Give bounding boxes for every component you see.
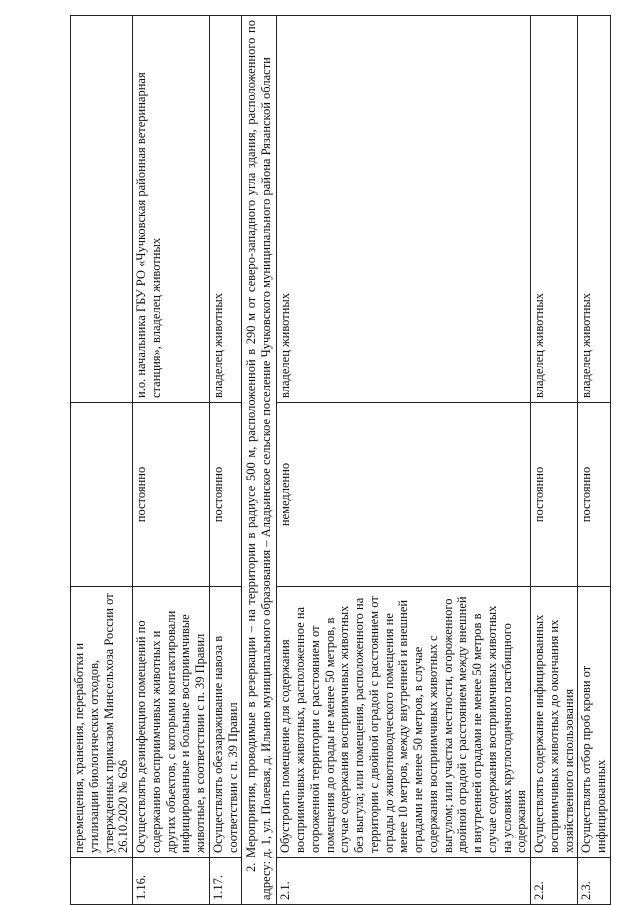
measures-table [70, 15, 611, 905]
row-number: 1.16. [133, 858, 210, 905]
table-row [133, 16, 210, 905]
row-term: постоянно [133, 403, 210, 587]
row-action: Осуществлять отбор проб крови от инфицированных [578, 587, 611, 858]
row-term [71, 403, 133, 587]
table-row [71, 16, 133, 905]
row-term: постоянно [531, 403, 578, 587]
section-2-heading: 2. Мероприятия, проводимые в резервации – на территории в радиусе 500 м, расположенной в 290 м от северо-западного угла здания, расположенного по адресу: д. 1, ул. Полевая, д. Ильино муниципального образования – Аладьинское сельское поселение Чучковского муниципального района Рязанской области [242, 16, 277, 905]
row-responsible: и.о. начальника ГБУ РО «Чучковская районная ветеринарная станция», владелец животных [133, 16, 210, 403]
table-row [277, 16, 531, 905]
section-heading-row [242, 16, 277, 905]
row-action: Осуществлять дезинфекцию помещений по содержанию восприимчивых животных и других объектов, с которыми контактировали инфицированные и больные восприимчивые животные, в соответствии с п. 39 Правил [133, 587, 210, 858]
row-term: постоянно [578, 403, 611, 587]
row-number: 2.3. [578, 858, 611, 905]
row-action: Обустроить помещение для содержания восприимчивых животных, расположенное на огороженной территории с расстоянием от помещения до ограды не менее 50 метров, в случае содержания восприимчивых животных без выгула; или помещения, расположенного на территории с двойной оградой с расстоянием от ограды до животноводческого помещения не менее 10 метров, между внутренней и внешней оградами не менее 50 метров, в случае содержания восприимчивых животных с выгулом; или участка местности, огороженного двойной оградой с расстоянием между внешней и внутренней оградами не менее 50 метров в случае содержания восприимчивых животных на условиях круглогодичного пастбищного содержания [277, 587, 531, 858]
row-action: перемещения, хранения, переработки и утилизации биологических отходов, утвержденных приказом Минсельхоза России от 26.10.2020 № 626 [71, 587, 133, 858]
row-responsible: владелец животных [531, 16, 578, 403]
table-row [531, 16, 578, 905]
row-number: 2.2. [531, 858, 578, 905]
row-responsible: владелец животных [209, 16, 242, 403]
row-number: 2.1. [277, 858, 531, 905]
row-term: постоянно [209, 403, 242, 587]
row-number [71, 858, 133, 905]
row-responsible: владелец животных [277, 16, 531, 403]
table-row [578, 16, 611, 905]
row-term: немедленно [277, 403, 531, 587]
row-number: 1.17. [209, 858, 242, 905]
row-action: Осуществлять обеззараживание навоза в соответствии с п. 39 Правил [209, 587, 242, 858]
table-row [209, 16, 242, 905]
row-action: Осуществлять содержание инфицированных восприимчивых животных до окончания их хозяйственного использования [531, 587, 578, 858]
row-responsible [71, 16, 133, 403]
row-responsible: владелец животных [578, 16, 611, 403]
